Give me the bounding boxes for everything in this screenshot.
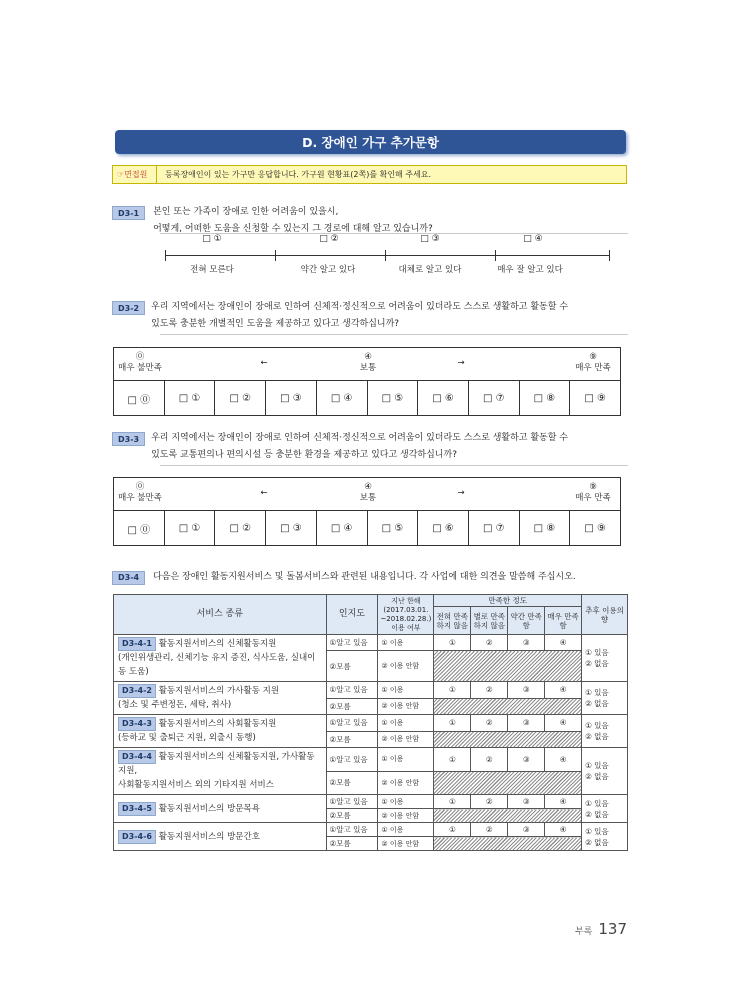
arrow-right-icon: →	[457, 358, 465, 368]
scale-label: 매우 잘 알고 있다	[497, 265, 563, 275]
satisfaction-option[interactable]: ③	[508, 795, 545, 809]
arrow-left-icon: ←	[260, 488, 268, 498]
service-sub: (개인위생관리, 신체기능 유지 증진, 식사도움, 실내이동 도움)	[118, 653, 316, 677]
question-text: 있도록 충분한 개별적인 도움을 제공하고 있다고 생각하십니까?	[151, 319, 400, 329]
header-satisfaction: 만족한 정도	[434, 595, 582, 607]
awareness-yes-option[interactable]: ①알고 있음	[326, 795, 378, 809]
answer-checkbox[interactable]: □ ⓪	[114, 511, 165, 545]
intent-cell[interactable]	[582, 748, 628, 795]
question-badge: D3-1	[112, 206, 145, 220]
satisfaction-option[interactable]: ②	[471, 682, 508, 699]
intent-yes-option[interactable]: ① 있음	[585, 721, 609, 730]
scale-max-label: 매우 만족	[575, 363, 611, 373]
divider	[160, 465, 628, 466]
service-code-badge: D3-4-2	[118, 684, 156, 698]
answer-checkbox[interactable]: □ ⑧	[520, 381, 571, 415]
scale-min-label: 매우 불만족	[118, 493, 162, 503]
answer-checkbox[interactable]: □ ③	[266, 511, 317, 545]
satisfaction-option[interactable]: ①	[434, 748, 471, 772]
intent-no-option[interactable]: ② 없음	[585, 772, 609, 781]
satisfaction-option[interactable]: ①	[434, 682, 471, 699]
usage-no-option[interactable]: ② 이용 안함	[378, 809, 434, 823]
awareness-no-option[interactable]: ②모름	[326, 651, 378, 682]
answer-checkbox[interactable]: □ ⑨	[584, 522, 606, 534]
service-code-badge: D3-4-1	[118, 637, 156, 651]
usage-no-option[interactable]: ② 이용 안함	[378, 731, 434, 748]
intent-no-option[interactable]: ② 없음	[585, 699, 609, 708]
scale-min-number: ⓪	[135, 352, 145, 362]
intent-yes-option[interactable]: ① 있음	[585, 761, 609, 770]
answer-checkbox[interactable]: □ ⑦	[469, 381, 520, 415]
scale-line	[165, 250, 610, 262]
satisfaction-scale-d3-2	[113, 347, 621, 416]
intent-cell[interactable]	[582, 682, 628, 715]
awareness-yes-option[interactable]: ①알고 있음	[326, 635, 378, 651]
satisfaction-option[interactable]: ④	[545, 795, 582, 809]
intent-yes-option[interactable]: ① 있음	[585, 798, 609, 808]
question-badge: D3-2	[112, 301, 145, 315]
usage-no-option[interactable]: ② 이용 안함	[378, 771, 434, 795]
service-code-badge: D3-4-3	[118, 717, 156, 731]
question-d3-4	[112, 569, 576, 586]
usage-yes-option[interactable]: ① 이용	[378, 682, 434, 699]
note-text: 등록장애인이 있는 가구만 응답합니다. 가구원 현황표(2쪽)를 확인해 주세요.	[165, 170, 432, 179]
answer-checkbox[interactable]: □ ⑥	[418, 381, 469, 415]
header-sat-2: 별로 만족하지 않음	[471, 607, 508, 635]
intent-yes-option[interactable]: ① 있음	[585, 826, 609, 836]
usage-yes-option[interactable]: ① 이용	[378, 823, 434, 837]
answer-checkbox[interactable]: □ ①	[202, 234, 222, 244]
answer-checkbox[interactable]: □ ②	[215, 511, 266, 545]
satisfaction-option[interactable]: ②	[471, 635, 508, 651]
usage-no-option[interactable]: ② 이용 안함	[378, 698, 434, 715]
satisfaction-option[interactable]: ①	[434, 795, 471, 809]
question-d3-3	[112, 430, 568, 464]
scale-min-label: 매우 불만족	[118, 363, 162, 373]
satisfaction-option[interactable]: ②	[471, 795, 508, 809]
answer-checkbox[interactable]: □ ①	[165, 511, 216, 545]
intent-no-option[interactable]: ② 없음	[585, 837, 609, 847]
header-intent: 추후 이용의향	[582, 595, 628, 635]
scale-mid-number: ④	[364, 352, 372, 362]
answer-checkbox[interactable]: □ ④	[317, 381, 368, 415]
scale-label: 전혀 모른다	[190, 265, 234, 275]
intent-cell[interactable]	[582, 715, 628, 748]
answer-checkbox[interactable]: □ ⑦	[469, 511, 520, 545]
divider	[160, 334, 628, 335]
scale-max-number: ⑨	[589, 352, 597, 362]
page-footer	[575, 920, 627, 938]
answer-checkbox[interactable]: □ ③	[266, 381, 317, 415]
intent-cell[interactable]	[582, 635, 628, 682]
awareness-no-option[interactable]: ②모름	[326, 771, 378, 795]
satisfaction-option[interactable]: ④	[545, 823, 582, 837]
question-text: 우리 지역에서는 장애인이 장애로 인하여 신체적·정신적으로 어려움이 있더라도 스스로 생활하고 활동할 수	[151, 302, 568, 312]
hatched-cell	[434, 837, 582, 851]
service-table	[113, 594, 628, 851]
intent-yes-option[interactable]: ① 있음	[585, 648, 609, 657]
awareness-no-option[interactable]: ②모름	[326, 731, 378, 748]
answer-checkbox[interactable]: □ ⑧	[520, 511, 571, 545]
service-sub: (등하교 및 출퇴근 지원, 외출시 동행)	[118, 733, 256, 743]
service-code-badge: D3-4-5	[118, 802, 156, 816]
usage-no-option[interactable]: ② 이용 안함	[378, 837, 434, 851]
satisfaction-option[interactable]: ②	[471, 715, 508, 732]
scale-label: 약간 알고 있다	[300, 265, 356, 275]
satisfaction-scale-d3-3	[113, 477, 621, 546]
satisfaction-option[interactable]: ③	[508, 715, 545, 732]
hatched-cell	[434, 651, 582, 682]
satisfaction-option[interactable]: ③	[508, 823, 545, 837]
answer-checkbox[interactable]: □ ②	[319, 234, 339, 244]
header-service: 서비스 종류	[114, 595, 327, 635]
service-name-cell	[114, 748, 327, 795]
satisfaction-option[interactable]: ①	[434, 715, 471, 732]
question-d3-2	[112, 299, 568, 333]
service-name: 활동지원서비스의 신체활동지원, 가사활동지원,	[118, 752, 315, 776]
hatched-cell	[434, 698, 582, 715]
interviewer-note	[112, 165, 627, 184]
awareness-yes-option[interactable]: ①알고 있음	[326, 682, 378, 699]
question-badge: D3-4	[112, 571, 145, 585]
service-name-cell	[114, 635, 327, 682]
awareness-yes-option[interactable]: ①알고 있음	[326, 748, 378, 772]
intent-yes-option[interactable]: ① 있음	[585, 688, 609, 697]
intent-no-option[interactable]: ② 없음	[585, 659, 609, 668]
answer-checkbox[interactable]: □ ⑤	[368, 511, 419, 545]
intent-cell[interactable]	[582, 823, 628, 851]
usage-yes-option[interactable]: ① 이용	[378, 795, 434, 809]
service-name-cell	[114, 795, 327, 823]
satisfaction-option[interactable]: ③	[508, 635, 545, 651]
satisfaction-option[interactable]: ②	[471, 823, 508, 837]
service-name: 활동지원서비스의 방문간호	[158, 831, 260, 842]
usage-no-option[interactable]: ② 이용 안함	[378, 651, 434, 682]
header-sat-3: 약간 만족함	[508, 607, 545, 635]
scale-max-label: 매우 만족	[575, 493, 611, 503]
service-sub: (청소 및 주변정돈, 세탁, 취사)	[118, 700, 232, 710]
service-name-cell	[114, 715, 327, 748]
question-text: 우리 지역에서는 장애인이 장애로 인하여 신체적·정신적으로 어려움이 있더라도 스스로 생활하고 활동할 수	[151, 433, 568, 443]
hatched-cell	[434, 731, 582, 748]
scale-label: 대체로 알고 있다	[398, 265, 462, 275]
service-code-badge: D3-4-4	[118, 750, 156, 764]
usage-yes-option[interactable]: ① 이용	[378, 715, 434, 732]
service-name-cell	[114, 682, 327, 715]
intent-no-option[interactable]: ② 없음	[585, 809, 609, 819]
page-number: 137	[598, 920, 628, 938]
arrow-right-icon: →	[457, 488, 465, 498]
scale-mid-label: 보통	[359, 493, 377, 503]
service-name: 활동지원서비스의 신체활동지원	[158, 639, 277, 649]
answer-checkbox[interactable]: □ ⑤	[368, 381, 419, 415]
service-sub: 사회활동지원서비스 외의 기타지원 서비스	[118, 780, 274, 790]
service-name: 활동지원서비스의 방문목욕	[158, 803, 260, 814]
header-usage: 지난 한해 (2017.03.01. ~2018.02.28.) 이용 여부	[378, 595, 434, 635]
answer-checkbox[interactable]: □ ④	[523, 234, 543, 244]
satisfaction-option[interactable]: ③	[508, 748, 545, 772]
scale-mid-number: ④	[364, 482, 372, 492]
scale-mid-label: 보통	[359, 363, 377, 373]
question-text: 본인 또는 가족이 장애로 인한 어려움이 있을시,	[153, 207, 339, 217]
question-text: 다음은 장애인 활동지원서비스 및 돌봄서비스와 관련된 내용입니다. 각 사업에 대한 의견을 말씀해 주십시오.	[153, 572, 576, 582]
awareness-yes-option[interactable]: ①알고 있음	[326, 823, 378, 837]
question-badge: D3-3	[112, 432, 145, 446]
answer-checkbox[interactable]: □ ④	[317, 511, 368, 545]
header-sat-1: 전혀 만족하지 않음	[434, 607, 471, 635]
awareness-no-option[interactable]: ②모름	[326, 698, 378, 715]
awareness-yes-option[interactable]: ①알고 있음	[326, 715, 378, 732]
intent-cell[interactable]	[582, 795, 628, 823]
satisfaction-option[interactable]: ④	[545, 715, 582, 732]
answer-checkbox[interactable]: □ ②	[215, 381, 266, 415]
section-title: D. 장애인 가구 추가문항	[115, 130, 626, 154]
answer-checkbox[interactable]: □ ⓪	[114, 381, 165, 415]
header-awareness: 인지도	[326, 595, 378, 635]
service-name-cell	[114, 823, 327, 851]
usage-yes-option[interactable]: ① 이용	[378, 635, 434, 651]
scale-min-number: ⓪	[135, 482, 145, 492]
answer-checkbox[interactable]: □ ⑨	[584, 392, 606, 404]
satisfaction-option[interactable]: ①	[434, 823, 471, 837]
awareness-no-option[interactable]: ②모름	[326, 837, 378, 851]
satisfaction-option[interactable]: ④	[545, 748, 582, 772]
satisfaction-option[interactable]: ②	[471, 748, 508, 772]
footer-label: 부록	[575, 927, 593, 937]
service-name: 활동지원서비스의 가사활동 지원	[158, 686, 280, 696]
answer-checkbox[interactable]: □ ⑥	[418, 511, 469, 545]
awareness-no-option[interactable]: ②모름	[326, 809, 378, 823]
satisfaction-option[interactable]: ③	[508, 682, 545, 699]
answer-checkbox[interactable]: □ ③	[420, 234, 440, 244]
satisfaction-option[interactable]: ④	[545, 682, 582, 699]
service-code-badge: D3-4-6	[118, 830, 156, 844]
arrow-left-icon: ←	[260, 358, 268, 368]
hatched-cell	[434, 771, 582, 795]
hatched-cell	[434, 809, 582, 823]
question-text: 있도록 교통편의나 편의시설 등 충분한 환경을 제공하고 있다고 생각하십니까?	[151, 450, 457, 460]
answer-checkbox[interactable]: □ ①	[165, 381, 216, 415]
header-sat-4: 매우 만족함	[545, 607, 582, 635]
note-tag: ☞면접원	[113, 166, 157, 183]
question-text: 어떻게, 어떠한 도움을 신청할 수 있는지 그 경로에 대해 알고 있습니까?	[153, 224, 433, 234]
service-name: 활동지원서비스의 사회활동지원	[158, 719, 277, 729]
intent-no-option[interactable]: ② 없음	[585, 732, 609, 741]
satisfaction-option[interactable]: ④	[545, 635, 582, 651]
usage-yes-option[interactable]: ① 이용	[378, 748, 434, 772]
scale-max-number: ⑨	[589, 482, 597, 492]
satisfaction-option[interactable]: ①	[434, 635, 471, 651]
